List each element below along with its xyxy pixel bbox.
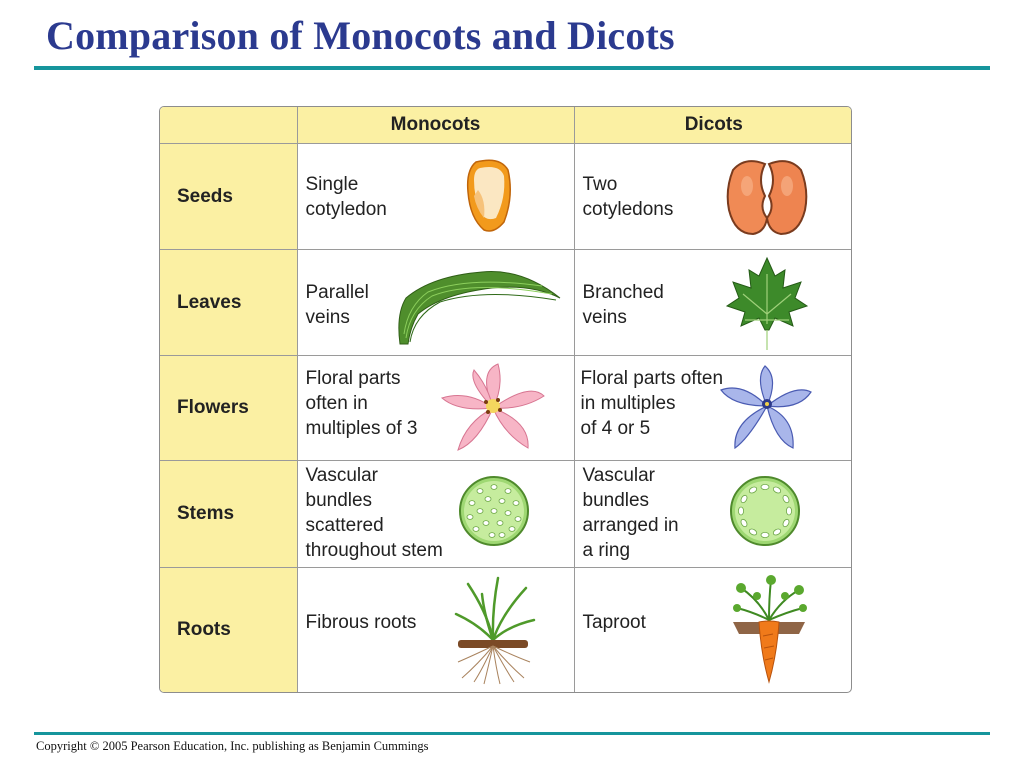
cell-text-line: Vascular [305, 465, 379, 487]
row-label-flowers: Flowers [160, 356, 297, 461]
cell-dicot-leaves [574, 250, 852, 356]
row-label-roots: Roots [160, 568, 297, 692]
cell-monocot-flowers [297, 356, 574, 461]
cell-text-line: cotyledons [582, 199, 674, 221]
table-row [160, 250, 852, 356]
table-header-row [160, 107, 852, 144]
cell-text-line: of 4 or 5 [580, 418, 651, 440]
fibrous-roots-icon [448, 574, 538, 686]
grass-leaf-icon [392, 258, 568, 348]
cell-text-line: throughout stem [305, 540, 443, 562]
cell-dicot-stems [574, 461, 852, 568]
cell-text-line: arranged in [582, 515, 679, 537]
cell-text-line: Parallel [305, 282, 369, 304]
blue-flower-icon [719, 364, 815, 452]
corner-cell [160, 107, 297, 144]
cell-monocot-stems [297, 461, 574, 568]
cell-text-line: scattered [305, 515, 384, 537]
comparison-table [159, 106, 852, 693]
cell-monocot-seeds [297, 144, 574, 250]
row-label-stems: Stems [160, 461, 297, 568]
row-label-leaves: Leaves [160, 250, 297, 356]
footer-divider [34, 732, 990, 735]
cell-dicot-seeds [574, 144, 852, 250]
column-header-monocots: Monocots [297, 107, 574, 144]
cell-text-line: Vascular [582, 465, 656, 487]
cell-text-line: Branched [582, 282, 664, 304]
cell-text-line: a ring [582, 540, 631, 562]
cell-text-line: Taproot [582, 612, 646, 634]
table-row [160, 144, 852, 250]
cell-text-line: multiples of 3 [305, 418, 418, 440]
cell-text-line: veins [582, 307, 627, 329]
table-row [160, 568, 852, 692]
column-header-dicots: Dicots [574, 107, 852, 144]
cell-text-line: cotyledon [305, 199, 387, 221]
copyright-notice: Copyright © 2005 Pearson Education, Inc. publishing as Benjamin Cummings [36, 739, 429, 753]
dicot-seed-icon [723, 156, 811, 240]
cell-text-line: bundles [582, 490, 650, 512]
cell-text-line: Floral parts often [580, 368, 724, 390]
cell-text-line: often in [305, 393, 368, 415]
scattered-bundles-stem-icon [458, 475, 530, 547]
maple-leaf-icon [725, 254, 809, 352]
taproot-carrot-icon [729, 574, 809, 686]
page-title: Comparison of Monocots and Dicots [46, 13, 675, 58]
cell-text-line: bundles [305, 490, 373, 512]
table-row [160, 356, 852, 461]
cell-text-line: veins [305, 307, 350, 329]
cell-text-line: Single [305, 174, 359, 196]
cell-dicot-flowers [574, 356, 852, 461]
cell-text-line: Floral parts [305, 368, 401, 390]
table-row [160, 461, 852, 568]
monocot-seed-icon [460, 156, 520, 236]
cell-text-line: Two [582, 174, 618, 196]
title-divider [34, 66, 990, 70]
cell-monocot-leaves [297, 250, 574, 356]
cell-dicot-roots [574, 568, 852, 692]
lily-flower-icon [438, 362, 548, 454]
cell-monocot-roots [297, 568, 574, 692]
cell-text-line: in multiples [580, 393, 676, 415]
cell-text-line: Fibrous roots [305, 612, 417, 634]
row-label-seeds: Seeds [160, 144, 297, 250]
ring-bundles-stem-icon [729, 475, 801, 547]
